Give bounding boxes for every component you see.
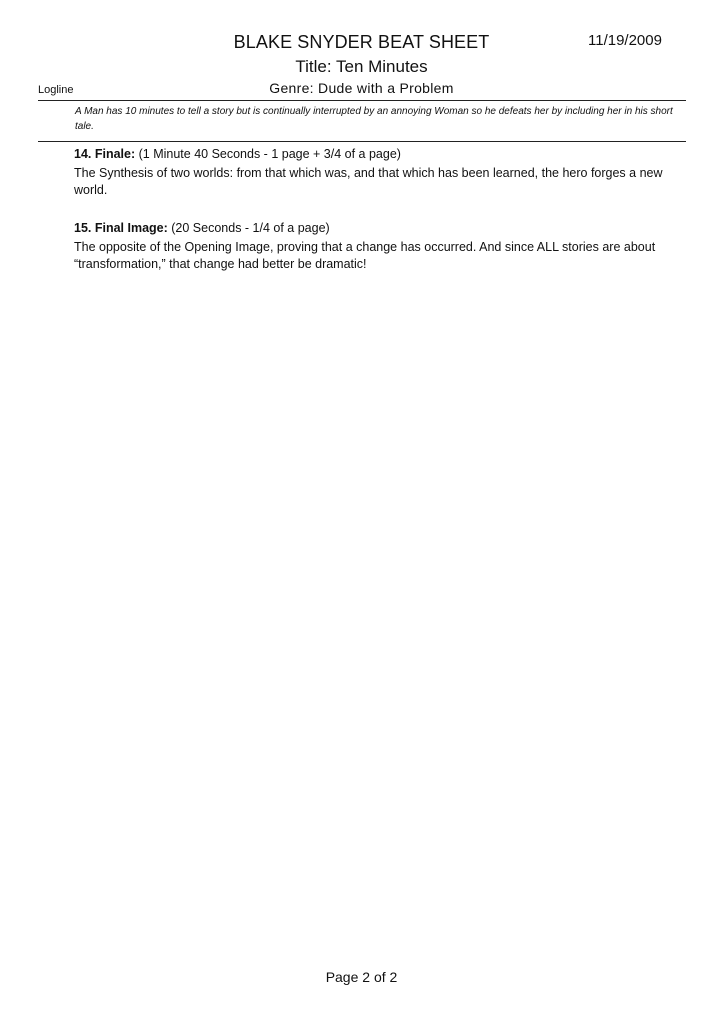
genre-label: Genre: Dude with a Problem <box>269 80 454 96</box>
page-number: Page 2 of 2 <box>325 969 398 985</box>
beat-timing: (1 Minute 40 Seconds - 1 page + 3/4 of a page) <box>135 147 401 161</box>
beat-name: 14. Finale: <box>74 147 136 161</box>
document-title: BLAKE SNYDER BEAT SHEET <box>233 32 490 52</box>
beat-heading <box>74 146 684 163</box>
document-date: 11/19/2009 <box>588 32 662 49</box>
divider-top <box>38 100 686 101</box>
divider-bottom <box>38 141 686 142</box>
beat-name: 15. Final Image: <box>74 221 168 235</box>
beat-timing: (20 Seconds - 1/4 of a page) <box>167 221 330 235</box>
logline-label: Logline <box>38 84 74 96</box>
beat-section-final-image <box>74 220 684 273</box>
document-subtitle: Title: Ten Minutes <box>295 57 428 76</box>
beat-section-finale <box>74 146 684 199</box>
logline-text: A Man has 10 minutes to tell a story but is continually interrupted by an annoying Woman so he defeats her by including her in his short tale. <box>75 106 673 132</box>
beat-description: The Synthesis of two worlds: from that which was, and that which has been learned, the hero forges a new world. <box>74 166 663 197</box>
beat-heading <box>74 220 684 237</box>
beat-description: The opposite of the Opening Image, proving that a change has occurred. And since ALL stories are about “transformation,” that change had better be dramatic! <box>74 240 656 271</box>
